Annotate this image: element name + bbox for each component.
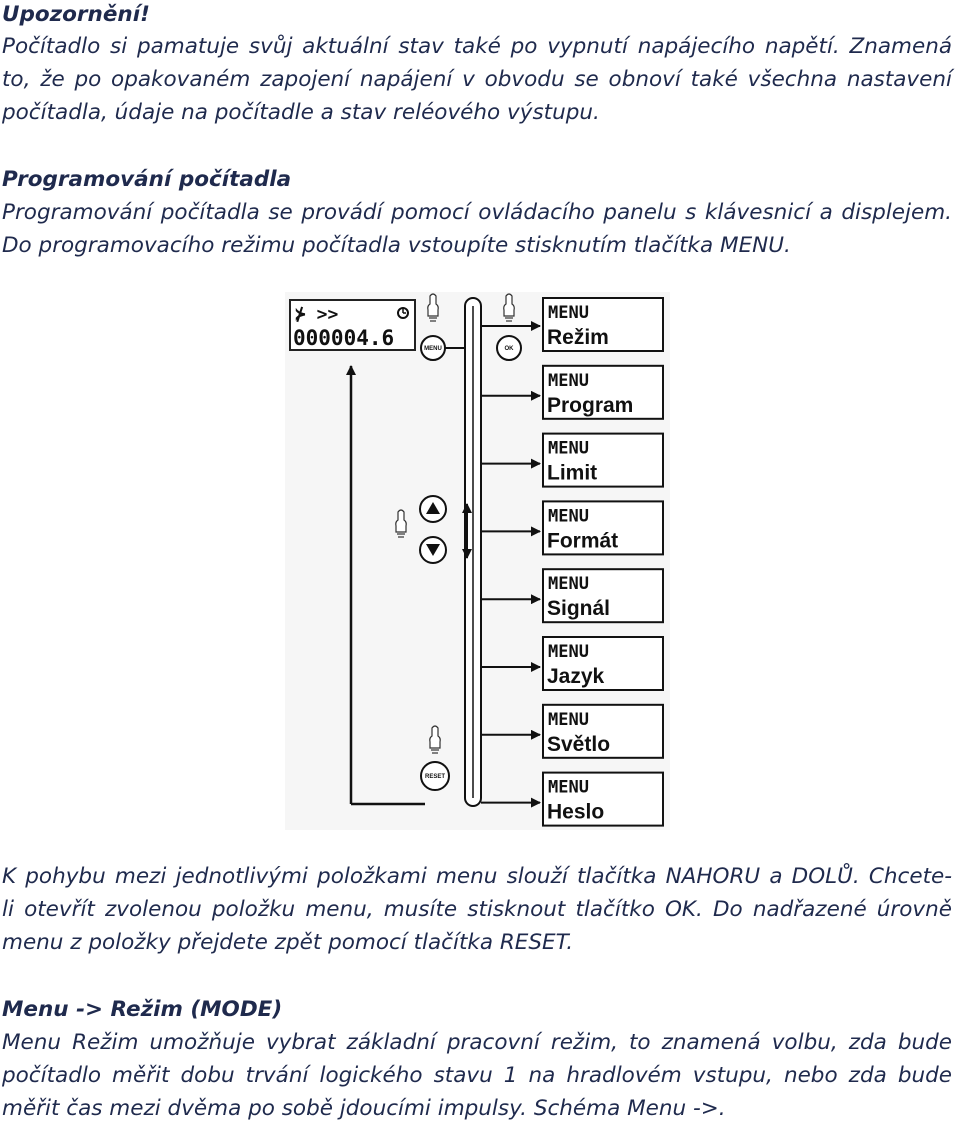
lcd-display [290, 300, 415, 350]
programming-line-1: Programování počítadla se provádí pomocí ovládacího panelu s klávesnicí a displejem. [2, 200, 952, 225]
menu-item-label: Světlo [547, 732, 611, 756]
display-status-text: ⊁ >> [295, 304, 339, 325]
menu-item-box [543, 501, 663, 554]
reset-button[interactable] [421, 762, 449, 790]
navigation-line-1: K pohybu mezi jednotlivými položkami menu slouží tlačítka NAHORU a DOLŮ. Chcete- [2, 864, 952, 889]
menu-item-box [543, 366, 663, 419]
menu-item-header: MENU [548, 370, 589, 391]
menu-item-box [543, 773, 663, 826]
menu-item-header: MENU [548, 709, 589, 730]
svg-text:RESET: RESET [424, 774, 446, 780]
navigation-line-2: li otevřít zvolenou položku menu, musíte stisknout tlačítko OK. Do nadřazené úrovně [2, 897, 952, 922]
menu-item-label: Signál [547, 597, 611, 621]
menu-item-label: Heslo [547, 800, 605, 824]
warning-line-2: to, že po opakovaném zapojení napájení v obvodu se obnoví také všechna nastavení [2, 67, 952, 92]
mode-line-2: počítadlo měřit dobu trvání logického stavu 1 na hradlovém vstupu, nebo zda bude [2, 1063, 952, 1088]
mode-line-1: Menu Režim umožňuje vybrat základní pracovní režim, to znamená volbu, zda bude [2, 1030, 952, 1055]
programming-line-2: Do programovacího režimu počítadla vstoupíte stisknutím tlačítka MENU. [2, 233, 791, 258]
menu-item-label: Program [547, 393, 634, 417]
menu-item-box [543, 637, 663, 690]
up-button[interactable] [420, 496, 446, 522]
menu-item-box [543, 705, 663, 758]
menu-diagram [285, 292, 670, 830]
menu-button[interactable] [421, 336, 445, 360]
menu-item-header: MENU [548, 438, 589, 459]
ok-button[interactable] [497, 336, 521, 360]
menu-item-header: MENU [548, 642, 589, 662]
menu-item-box [543, 298, 663, 351]
warning-line-3: počítadla, údaje na počítadle a stav reléového výstupu. [2, 100, 600, 125]
menu-item-header: MENU [548, 777, 589, 798]
programming-title: Programování počítadla [2, 167, 292, 192]
menu-item-label: Jazyk [547, 665, 605, 688]
menu-item-header: MENU [548, 574, 589, 595]
menu-item-box [543, 569, 663, 622]
svg-text:MENU: MENU [424, 346, 442, 352]
mode-section-title: Menu -> Režim (MODE) [2, 997, 283, 1022]
mode-line-3: měřit čas mezi dvěma po sobě jdoucími impulsy. Schéma Menu ->. [2, 1096, 726, 1121]
menu-item-header: MENU [548, 303, 589, 323]
menu-item-label: Formát [547, 529, 619, 553]
warning-line-1: Počítadlo si pamatuje svůj aktuální stav také po vypnutí napájecího napětí. Znamená [2, 34, 952, 59]
svg-text:OK: OK [504, 346, 514, 352]
menu-item-box [543, 434, 663, 487]
display-value: 000004.6 [293, 326, 395, 350]
warning-title: Upozornění! [2, 2, 150, 27]
menu-item-header: MENU [548, 506, 589, 527]
menu-item-label: Limit [547, 461, 598, 485]
down-button[interactable] [420, 537, 446, 563]
menu-item-label: Režim [547, 326, 609, 349]
navigation-line-3: menu z položky přejdete zpět pomocí tlačítka RESET. [2, 930, 574, 955]
